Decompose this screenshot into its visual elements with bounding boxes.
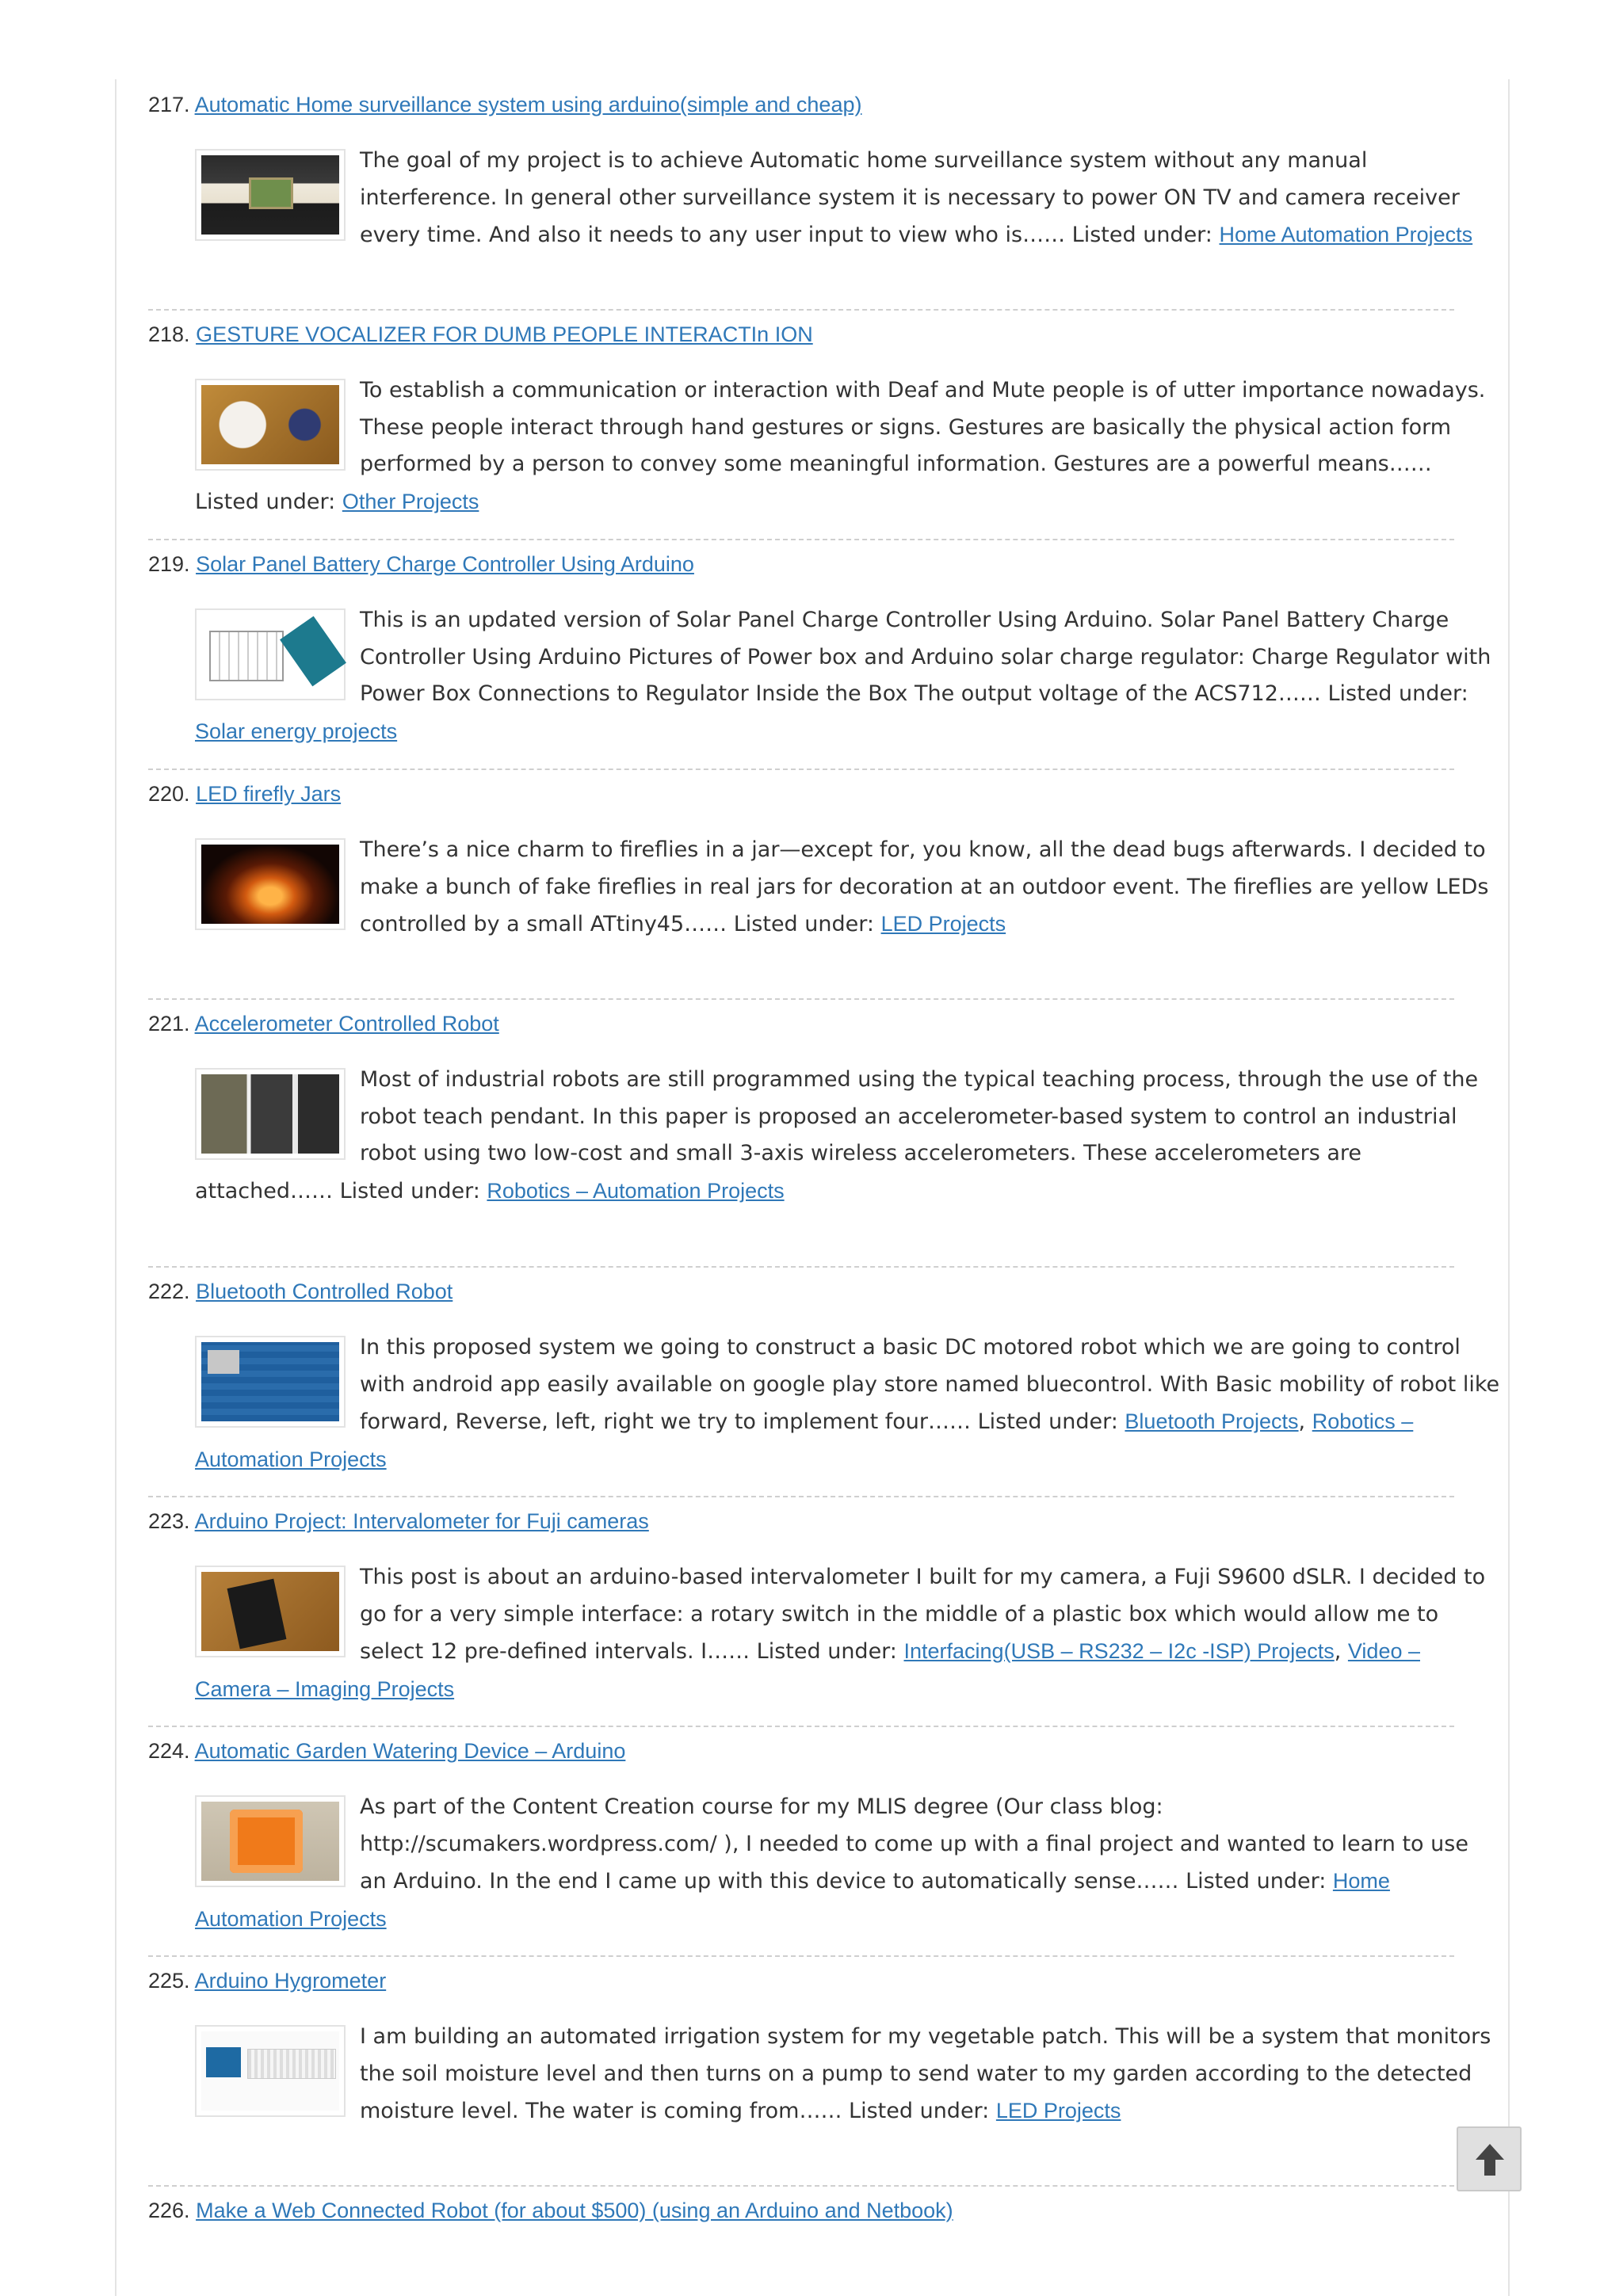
entry-divider [148,2185,1454,2187]
entry-title-row [148,315,813,353]
category-link[interactable]: Video – Camera – Imaging Projects [195,1639,1420,1701]
entry-divider [148,769,1454,770]
entry-number: 225. [148,1969,190,1993]
entry-description [195,143,1501,254]
entry-title-row [148,86,861,124]
entry-title-row [148,775,341,813]
entry-divider [148,1266,1454,1268]
entry-summary: This is an updated version of Solar Panel Charge Controller Using Arduino. Solar Panel Battery Charge Controller Using Arduino Pictures of Power box and Arduino solar charge regulator: Charge Regulator with Power Box Connections to Regulator Inside the Box The output voltage of the ACS712…… [360,608,1491,706]
listed-under-label: Listed under: [977,1409,1118,1434]
entry-title-row [148,1272,453,1310]
listed-under-label: Listed under: [1186,1869,1327,1894]
entry-divider [148,1726,1454,1727]
entry-summary: There’s a nice charm to fireflies in a jar—except for, you know, all the dead bugs afterwards. I decided to make a bunch of fake fireflies in real jars for decoration at an outdoor event. The fireflies are yellow LEDs controlled by a small ATtiny45…… [360,837,1489,936]
entry-title-link[interactable]: Bluetooth Controlled Robot [196,1280,453,1303]
listed-under-label: Listed under: [756,1639,897,1664]
listed-under-label: Listed under: [195,489,336,514]
entry-title-link[interactable]: GESTURE VOCALIZER FOR DUMB PEOPLE INTERACTIn ION [196,322,813,346]
entry-description [195,1062,1501,1210]
entry-title-row [148,1732,625,1770]
entry-divider [148,998,1454,1000]
entry-number: 222. [148,1280,190,1303]
entry-description [195,2019,1501,2130]
entry-summary: The goal of my project is to achieve Automatic home surveillance system without any manual interference. In general other surveillance system it is necessary to power ON TV and camera receiver every time. And also it needs to any user input to view who is…… [360,148,1460,247]
category-link[interactable]: Home Automation Projects [1219,223,1473,246]
category-link[interactable]: Solar energy projects [195,719,398,743]
entry-divider [148,309,1454,311]
entry-divider [148,1955,1454,1957]
entry-summary: This post is about an arduino-based intervalometer I built for my camera, a Fuji S9600 dSLR. I decided to go for a very simple interface: a rotary switch in the middle of a plastic box which would allow me to select 12 pre-defined intervals. I…… [360,1565,1486,1664]
arrow-up-icon [1474,2142,1506,2177]
entry-summary: I am building an automated irrigation system for my vegetable patch. This will be a system that monitors the soil moisture level and then turns on a pump to send water to my garden according to the detected moisture level. The water is coming from…… [360,2024,1491,2123]
content-column [115,79,1510,2296]
entry-title-row [148,545,694,583]
entry-summary: In this proposed system we going to construct a basic DC motored robot which we are going to control with android app easily available on google play store named bluecontrol. With Basic mobility of robot like forward, Reverse, left, right we try to implement four…… [360,1335,1500,1434]
entry-title-row [148,1005,499,1043]
entry-number: 220. [148,782,190,806]
entry-number: 226. [148,2199,190,2222]
entry-title-row [148,1502,649,1540]
entry-description [195,832,1501,944]
category-link[interactable]: Other Projects [342,489,479,513]
listed-under-label: Listed under: [339,1178,480,1203]
entry-description [195,602,1501,750]
entry-divider [148,1496,1454,1497]
entry-title-link[interactable]: Solar Panel Battery Charge Controller Using Arduino [196,552,694,576]
entry-title-link[interactable]: Arduino Project: Intervalometer for Fuji cameras [194,1509,649,1533]
entry-summary: As part of the Content Creation course for my MLIS degree (Our class blog: http://scumakers.wordpress.com/ ), I needed to come up with a final project and wanted to learn to use an Arduino. In the end I came up with this device to automatically sense…… [360,1794,1468,1894]
category-separator: , [1334,1639,1348,1664]
back-to-top-button[interactable] [1457,2126,1522,2191]
category-link[interactable]: Bluetooth Projects [1125,1409,1299,1433]
entry-number: 217. [148,93,190,116]
entry-number: 219. [148,552,190,576]
entry-description [195,1329,1501,1478]
listed-under-label: Listed under: [733,912,874,936]
entry-title-link[interactable]: Accelerometer Controlled Robot [194,1012,499,1035]
category-link[interactable]: LED Projects [880,912,1006,936]
entry-title-link[interactable]: LED firefly Jars [196,782,342,806]
entry-title-row [148,2191,953,2229]
listed-under-label: Listed under: [1071,223,1212,247]
entry-number: 223. [148,1509,190,1533]
entry-description [195,1789,1501,1938]
entry-description [195,372,1501,521]
category-link[interactable]: Robotics – Automation Projects [487,1178,785,1203]
entry-summary: Most of industrial robots are still programmed using the typical teaching process, through the use of the robot teach pendant. In this paper is proposed an accelerometer-based system to control an industrial robot using two low-cost and small 3-axis wireless accelerometers. These accelerometers are attached…… [195,1067,1479,1203]
entry-number: 218. [148,322,190,346]
entry-description [195,1559,1501,1708]
entry-number: 221. [148,1012,190,1035]
category-link[interactable]: Robotics – Automation Projects [195,1409,1414,1471]
entry-number: 224. [148,1739,190,1763]
entry-summary: To establish a communication or interaction with Deaf and Mute people is of utter importance nowadays. These people interact through hand gestures or signs. Gestures are basically the physical action form performed by a person to convey some meaningful information. Gestures are a powerful means…… [360,378,1486,476]
entry-title-link[interactable]: Make a Web Connected Robot (for about $500) (using an Arduino and Netbook) [196,2199,953,2222]
entry-title-row [148,1962,386,2000]
entry-title-link[interactable]: Arduino Hygrometer [194,1969,387,1993]
listed-under-label: Listed under: [849,2099,990,2123]
entry-title-link[interactable]: Automatic Garden Watering Device – Arduino [194,1739,626,1763]
category-link[interactable]: Home Automation Projects [195,1869,1390,1931]
listed-under-label: Listed under: [1327,681,1468,706]
entry-divider [148,539,1454,540]
category-link[interactable]: Interfacing(USB – RS232 – I2c -ISP) Projects [903,1639,1335,1663]
entry-title-link[interactable]: Automatic Home surveillance system using arduino(simple and cheap) [194,93,862,116]
category-separator: , [1298,1409,1312,1434]
category-link[interactable]: LED Projects [995,2099,1121,2122]
